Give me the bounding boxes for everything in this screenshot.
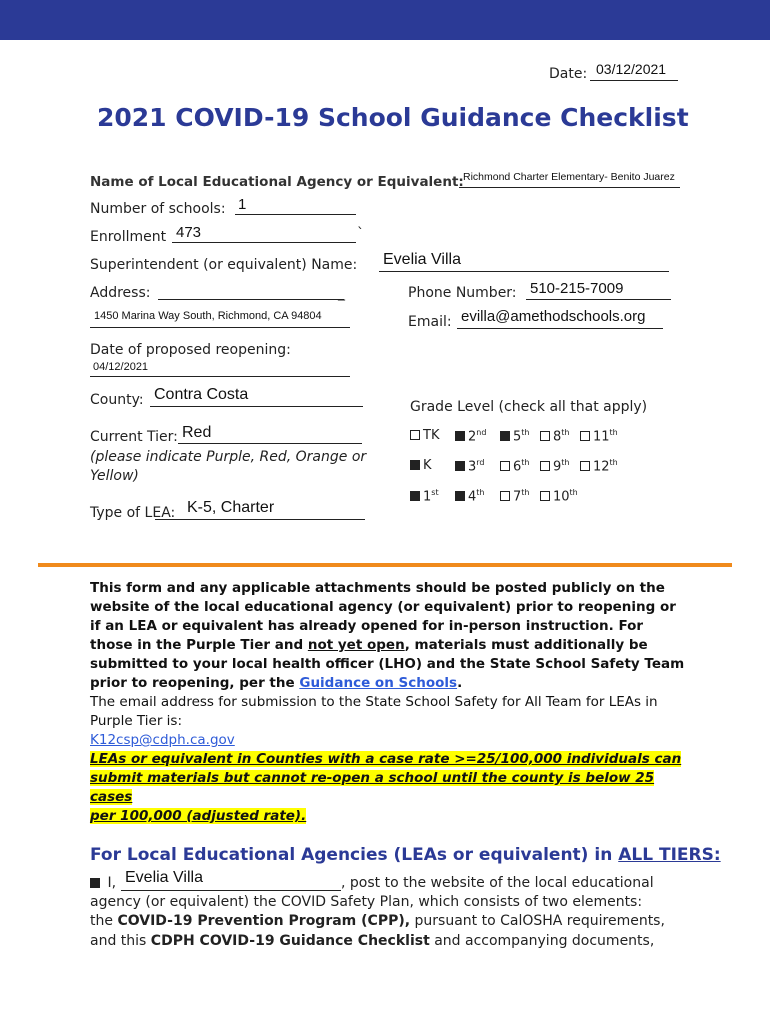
- grade-10th-option[interactable]: [540, 488, 578, 504]
- notice-paragraph: [90, 579, 690, 693]
- grade-checkbox[interactable]: [540, 461, 550, 471]
- superintendent-label: Superintendent (or equivalent) Name:: [90, 257, 358, 273]
- date-label: Date:: [549, 66, 588, 82]
- attestation-line-3: [90, 913, 665, 929]
- grade-11th-option[interactable]: [580, 428, 618, 444]
- page-title: 2021 COVID-19 School Guidance Checklist: [97, 103, 689, 132]
- grade-checkbox[interactable]: [455, 431, 465, 441]
- grade-checkbox[interactable]: [500, 461, 510, 471]
- grade-suffix: th: [521, 428, 530, 437]
- grade-4th-option[interactable]: [455, 488, 485, 504]
- grade-label: 6: [513, 459, 522, 475]
- grade-12th-option[interactable]: [580, 458, 618, 474]
- cpp-bold: COVID-19 Prevention Program (CPP),: [117, 913, 411, 929]
- tier-label: Current Tier:: [90, 429, 178, 445]
- grade-checkbox[interactable]: [455, 461, 465, 471]
- address-value[interactable]: 1450 Marina Way South, Richmond, CA 94804: [94, 310, 322, 322]
- phone-value[interactable]: 510-215-7009: [530, 280, 624, 297]
- address-underline-1: [158, 299, 344, 300]
- attestation-text-3a: the: [90, 913, 113, 929]
- grade-checkbox[interactable]: [410, 491, 420, 501]
- grade-suffix: th: [521, 488, 530, 497]
- tier-value[interactable]: Red: [182, 424, 212, 441]
- grade-TK-option[interactable]: [410, 428, 439, 443]
- grade-label: TK: [423, 428, 440, 443]
- orange-divider: [38, 563, 732, 567]
- email-underline: [457, 328, 663, 329]
- checklist-bold: CDPH COVID-19 Guidance Checklist: [150, 933, 430, 949]
- email-link-row: [90, 731, 690, 750]
- grade-level-label: Grade Level (check all that apply): [410, 399, 648, 415]
- grade-3rd-option[interactable]: [455, 458, 485, 474]
- grade-label: 9: [553, 459, 562, 475]
- highlight-line-3: per 100,000 (adjusted rate).: [90, 808, 307, 824]
- section-heading: [90, 845, 721, 865]
- grade-suffix: nd: [476, 428, 487, 437]
- attestation-text-4c: and accompanying documents,: [434, 933, 655, 949]
- grade-label: 3: [468, 459, 477, 475]
- enrollment-value[interactable]: 473: [176, 224, 202, 241]
- schools-underline: [235, 214, 356, 215]
- grade-suffix: rd: [476, 458, 485, 467]
- grade-checkbox[interactable]: [455, 491, 465, 501]
- submission-paragraph: The email address for submission to the State School Safety for All Team for LEAs in Purple Tier is:: [90, 694, 658, 729]
- grade-suffix: th: [561, 428, 570, 437]
- grade-label: 7: [513, 489, 522, 505]
- lea-type-underline: [155, 519, 365, 520]
- grade-suffix: th: [521, 458, 530, 467]
- attestation-text-1: , post to the website of the local educational: [341, 875, 654, 891]
- grade-K-option[interactable]: [410, 458, 432, 473]
- grade-8th-option[interactable]: [540, 428, 570, 444]
- grade-9th-option[interactable]: [540, 458, 570, 474]
- grade-suffix: th: [569, 488, 578, 497]
- email-value[interactable]: evilla@amethodschools.org: [461, 308, 646, 325]
- county-underline: [150, 406, 363, 407]
- section-heading-text: For Local Educational Agencies (LEAs or equivalent) in: [90, 845, 613, 865]
- reopen-value[interactable]: 04/12/2021: [93, 361, 149, 373]
- reopen-underline: [90, 376, 350, 377]
- grade-checkbox[interactable]: [540, 431, 550, 441]
- grade-label: 10: [553, 489, 570, 505]
- enrollment-label: Enrollment: [90, 229, 167, 245]
- lea-value[interactable]: Richmond Charter Elementary- Benito Juarez: [463, 171, 675, 183]
- section-heading-tail: ALL TIERS:: [618, 845, 721, 865]
- address-underline-2: [90, 327, 350, 328]
- grade-2nd-option[interactable]: [455, 428, 486, 444]
- grade-7th-option[interactable]: [500, 488, 530, 504]
- notice-text-1: This form and any applicable attachments should be posted publicly on the website of the local educational agency (or equivalent) prior to reopening or if an LEA or equivalent has already opened for in-person instruction. For those in the Purple Tier and: [90, 580, 676, 653]
- schools-label: Number of schools:: [90, 201, 226, 217]
- lea-type-label: Type of LEA:: [90, 505, 176, 521]
- grade-label: 5: [513, 429, 522, 445]
- notice-text-2: , materials must additionally be submitted to your local health officer (LHO) and the State School Safety Team prior to reopening, per the: [90, 637, 685, 691]
- grade-label: 1: [423, 489, 432, 505]
- date-value[interactable]: 03/12/2021: [596, 61, 667, 77]
- attestation-name-value[interactable]: Evelia Villa: [125, 869, 203, 886]
- grade-label: 11: [593, 429, 610, 445]
- grade-5th-option[interactable]: [500, 428, 530, 444]
- grade-label: 12: [593, 459, 610, 475]
- highlight-line-2: submit materials but cannot re-open a school until the county is below 25 cases: [90, 770, 655, 805]
- grade-suffix: th: [609, 428, 618, 437]
- phone-underline: [526, 299, 671, 300]
- address-label: Address:: [90, 285, 151, 301]
- lea-type-value[interactable]: K-5, Charter: [187, 499, 275, 516]
- grade-label: K: [423, 458, 432, 473]
- attestation-text-3c: pursuant to CalOSHA requirements,: [414, 913, 665, 929]
- superintendent-value[interactable]: Evelia Villa: [383, 251, 461, 268]
- grade-checkbox[interactable]: [580, 461, 590, 471]
- address-trail: _: [338, 285, 345, 301]
- grade-suffix: th: [609, 458, 618, 467]
- enrollment-underline: [172, 242, 356, 243]
- grade-label: 2: [468, 429, 477, 445]
- superintendent-underline: [379, 271, 669, 272]
- grade-label: 4: [468, 489, 477, 505]
- phone-label: Phone Number:: [408, 285, 517, 301]
- grade-6th-option[interactable]: [500, 458, 530, 474]
- notice-text-end: .: [457, 675, 463, 691]
- lea-underline: [459, 187, 680, 188]
- highlight-line-1: LEAs or equivalent in Counties with a case rate >=25/100,000 individuals can: [90, 751, 682, 767]
- attestation-line-1: [90, 875, 116, 891]
- grade-suffix: th: [561, 458, 570, 467]
- email-link[interactable]: K12csp@cdph.ca.gov: [90, 732, 235, 748]
- attestation-name-underline: [121, 890, 341, 891]
- highlight-block: [90, 750, 690, 826]
- grade-checkbox[interactable]: [540, 491, 550, 501]
- attestation-text-2: agency (or equivalent) the COVID Safety Plan, which consists of two elements:: [90, 894, 643, 910]
- grade-checkbox[interactable]: [410, 460, 420, 470]
- grade-checkbox[interactable]: [500, 431, 510, 441]
- reopen-label: Date of proposed reopening:: [90, 342, 291, 358]
- email-label: Email:: [408, 314, 452, 330]
- tier-note: (please indicate Purple, Red, Orange or Yellow): [90, 449, 367, 484]
- county-label: County:: [90, 392, 144, 408]
- attestation-checkbox[interactable]: [90, 878, 100, 888]
- grade-suffix: st: [431, 488, 439, 497]
- attestation-text-4a: and this: [90, 933, 147, 949]
- tier-underline: [178, 443, 362, 444]
- lea-label: Name of Local Educational Agency or Equivalent:: [90, 174, 464, 190]
- schools-value[interactable]: 1: [238, 196, 247, 213]
- grade-checkbox[interactable]: [580, 431, 590, 441]
- grade-checkbox[interactable]: [500, 491, 510, 501]
- notice-not-yet-open: not yet open: [307, 637, 405, 653]
- attestation-line-4: [90, 933, 654, 949]
- date-underline: [590, 80, 678, 81]
- attestation-i: I,: [107, 875, 117, 891]
- top-banner: [0, 0, 770, 40]
- grade-suffix: th: [476, 488, 485, 497]
- county-value[interactable]: Contra Costa: [154, 386, 249, 403]
- grade-checkbox[interactable]: [410, 430, 420, 440]
- guidance-link[interactable]: Guidance on Schools: [299, 675, 458, 691]
- enrollment-tick: `: [357, 226, 364, 242]
- grade-1st-option[interactable]: [410, 488, 439, 504]
- grade-label: 8: [553, 429, 562, 445]
